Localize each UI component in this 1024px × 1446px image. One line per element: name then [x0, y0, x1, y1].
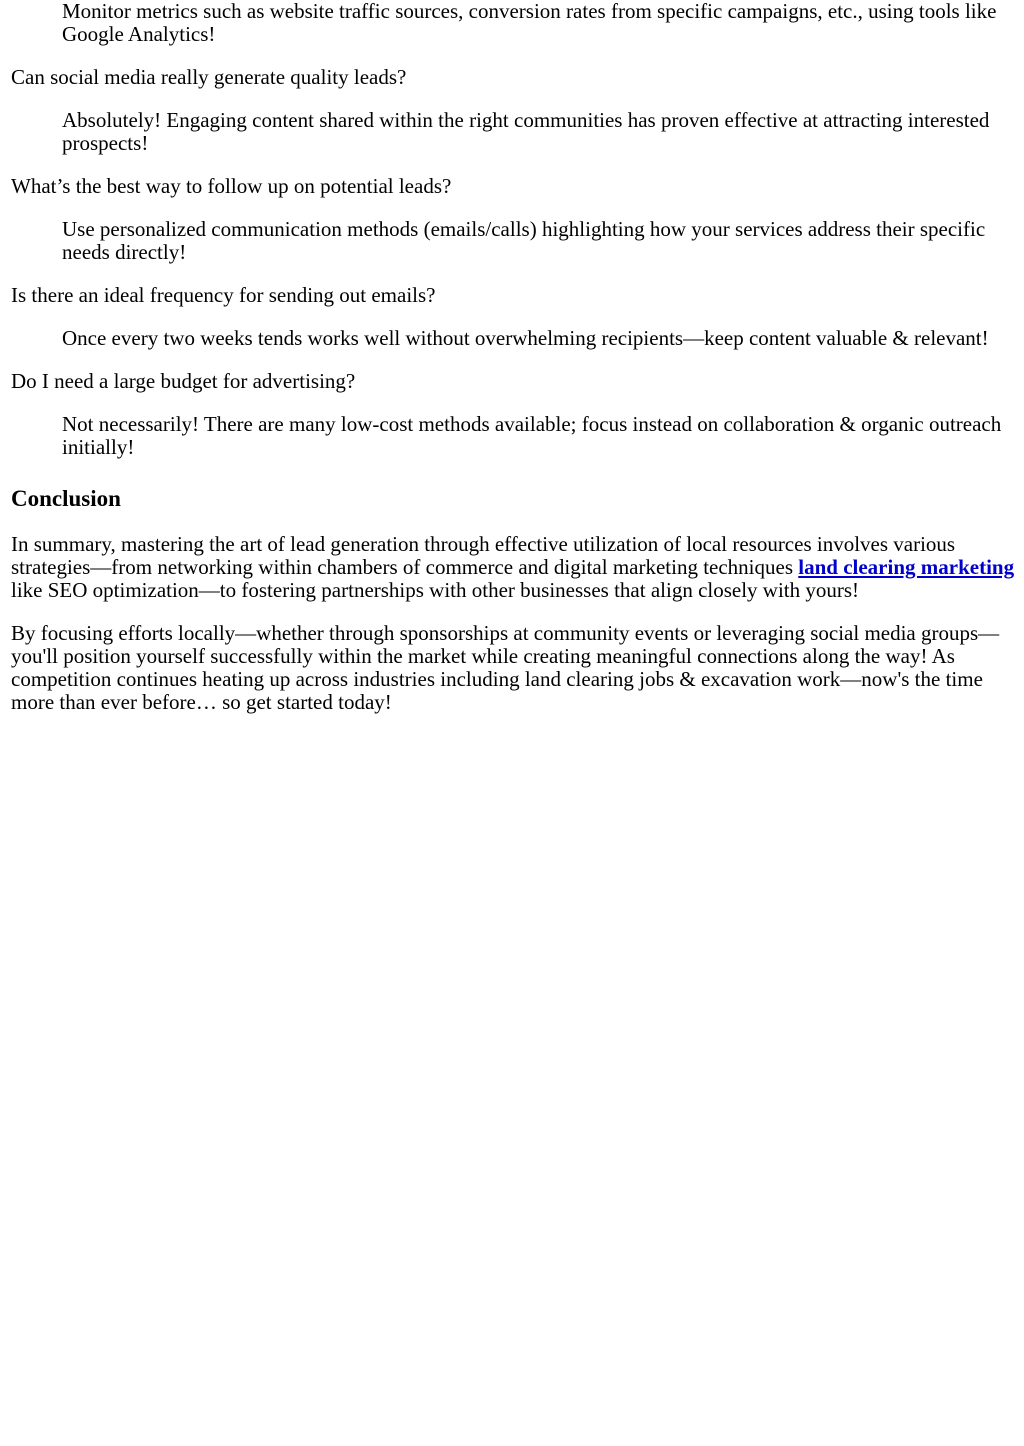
faq-question-2: What’s the best way to follow up on potential leads? — [11, 174, 452, 198]
conclusion-text-before-link: In summary, mastering the art of lead generation through effective utilization of local resources involves various strategies—from networking within chambers of commerce and digital marketing techniques — [11, 532, 956, 579]
faq-list — [11, 0, 1016, 459]
faq-answer-3: Once every two weeks tends works well without overwhelming recipients—keep content valuable & relevant! — [62, 326, 989, 350]
conclusion-paragraph-2: By focusing efforts locally—whether through sponsorships at community events or leveraging social media groups—you'll position yourself successfully within the market while creating meaningful connections along the way! As competition continues heating up across industries including land clearing jobs & excavation work—now's the time more than ever before… so get started today! — [11, 621, 1000, 714]
faq-question-3: Is there an ideal frequency for sending out emails? — [11, 283, 436, 307]
land-clearing-marketing-link[interactable]: land clearing marketing — [798, 555, 1015, 579]
faq-answer-0: Monitor metrics such as website traffic sources, conversion rates from specific campaigns, etc., using tools like Google Analytics! — [62, 0, 997, 46]
faq-question-1: Can social media really generate quality leads? — [11, 65, 407, 89]
faq-answer-2: Use personalized communication methods (emails/calls) highlighting how your services address their specific needs directly! — [62, 217, 986, 264]
faq-answer-1: Absolutely! Engaging content shared within the right communities has proven effective at attracting interested prospects! — [62, 108, 990, 155]
faq-answer-4: Not necessarily! There are many low-cost methods available; focus instead on collaboration & organic outreach initially! — [62, 412, 1002, 459]
conclusion-paragraph-1 — [11, 533, 1016, 602]
faq-question-4: Do I need a large budget for advertising? — [11, 369, 356, 393]
conclusion-heading: Conclusion — [11, 486, 121, 511]
conclusion-text-after-link: like SEO optimization—to fostering partnerships with other businesses that align closely with yours! — [11, 578, 860, 602]
